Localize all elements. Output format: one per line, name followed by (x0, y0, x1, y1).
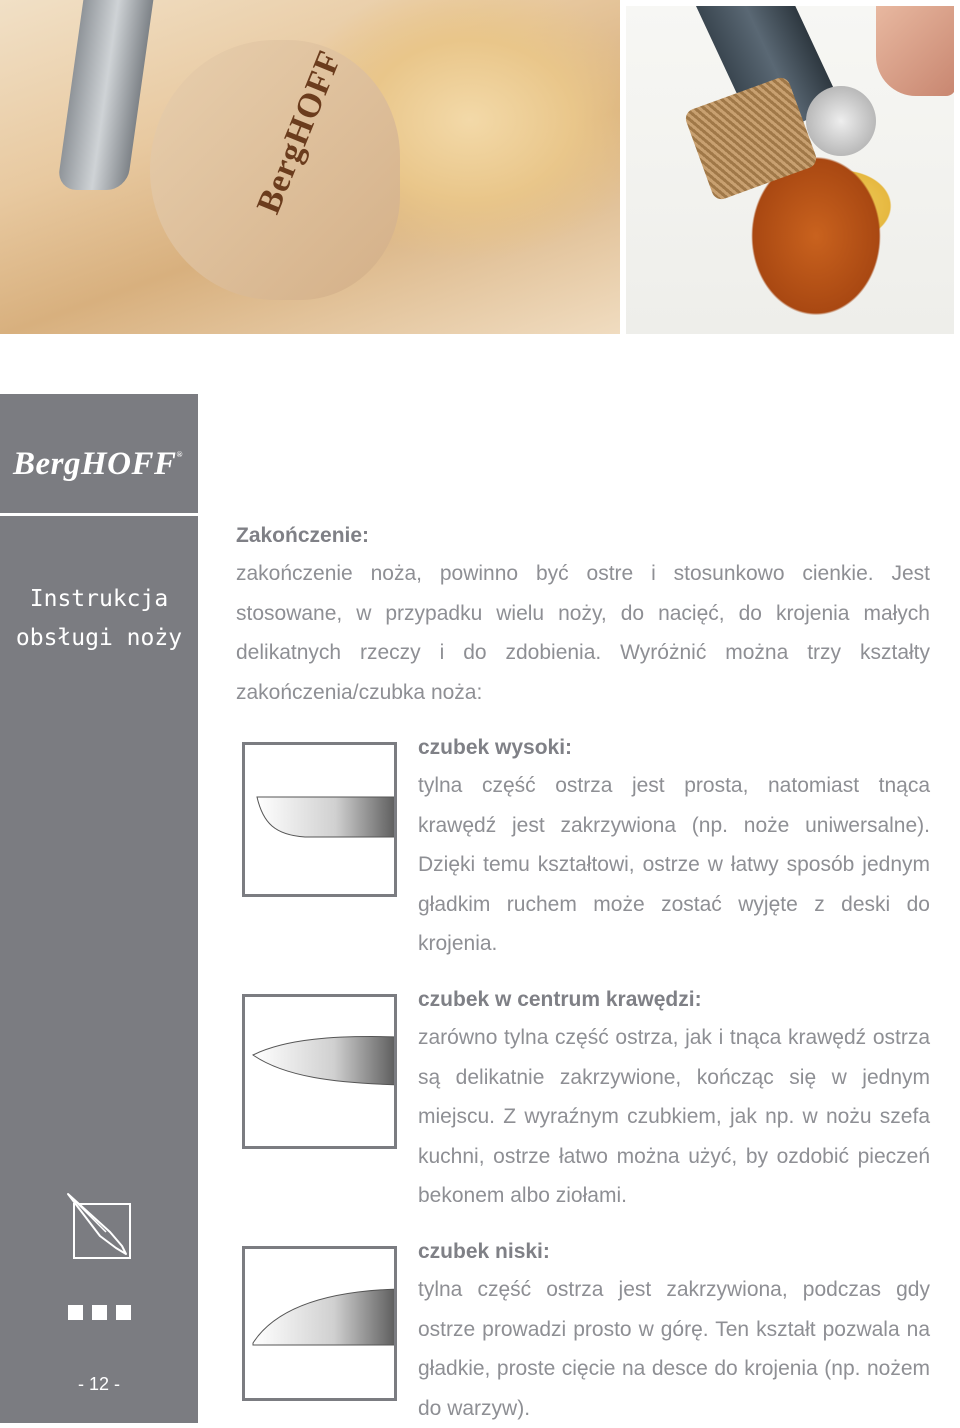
tip-title: czubek w centrum krawędzi: (418, 988, 702, 1011)
decorative-squares (68, 1305, 134, 1323)
basting-brush-photo (626, 6, 954, 334)
knife-handle-in-photo (57, 0, 154, 190)
low-tip-blade-icon (242, 1246, 397, 1401)
intro-section (236, 518, 930, 712)
logo-area (0, 394, 198, 516)
sidebar (0, 394, 198, 1423)
page-number: - 12 - (77, 1374, 120, 1394)
knife-block-photo (0, 0, 620, 334)
tip-body: tylna część ostrza jest prosta, natomiast tnąca krawędź jest zakrzywiona (np. noże uniwersalne). Dzięki temu kształtowi, ostrze w łatwy sposób jednym gładkim ruchem może zostać wyjęte z deski do krojenia. (418, 774, 930, 955)
section-heading: Zakończenie: (236, 524, 370, 547)
brand-logo (13, 446, 183, 483)
section-title (0, 580, 198, 658)
hand-in-photo (876, 6, 954, 96)
section-title-line2: obsługi noży (15, 625, 183, 651)
tip-low-text (418, 1234, 930, 1428)
round-cutter-in-photo (806, 86, 876, 156)
knife-on-board-icon (66, 1192, 136, 1262)
tip-title: czubek wysoki: (418, 736, 573, 759)
photo-brand-engraving: BergHOFF (250, 45, 349, 219)
section-title-line1: Instrukcja (29, 586, 169, 612)
brand-logo-text: BergHOFF (13, 446, 177, 482)
center-tip-blade-icon (242, 994, 397, 1149)
tip-title: czubek niski: (418, 1240, 550, 1263)
tip-center-text (418, 982, 930, 1216)
tip-body: tylna część ostrza jest zakrzywiona, podczas gdy ostrze prowadzi prosto w górę. Ten kształt pozwala na gładkie, proste cięcie na desce do krojenia (np. nożem do warzyw). (418, 1278, 930, 1420)
tip-high-text (418, 730, 930, 964)
registered-mark: ® (176, 450, 184, 459)
high-tip-blade-icon (242, 742, 397, 897)
intro-paragraph: zakończenie noża, powinno być ostre i stosunkowo cienkie. Jest stosowane, w przypadku wielu noży, do nacięć, do krojenia małych delikatnych rzeczy i do zdobienia. Wyróżnić można trzy kształty zakończenia/czubka noża: (236, 562, 930, 704)
tip-body: zarówno tylna część ostrza, jak i tnąca krawędź ostrza są delikatnie zakrzywione, kończąc się w jednym miejscu. Z wyraźnym czubkiem, jak np. w nożu szefa kuchni, ostrze łatwo można użyć, by ozdobić pieczeń bekonem albo ziołami. (418, 1026, 930, 1207)
